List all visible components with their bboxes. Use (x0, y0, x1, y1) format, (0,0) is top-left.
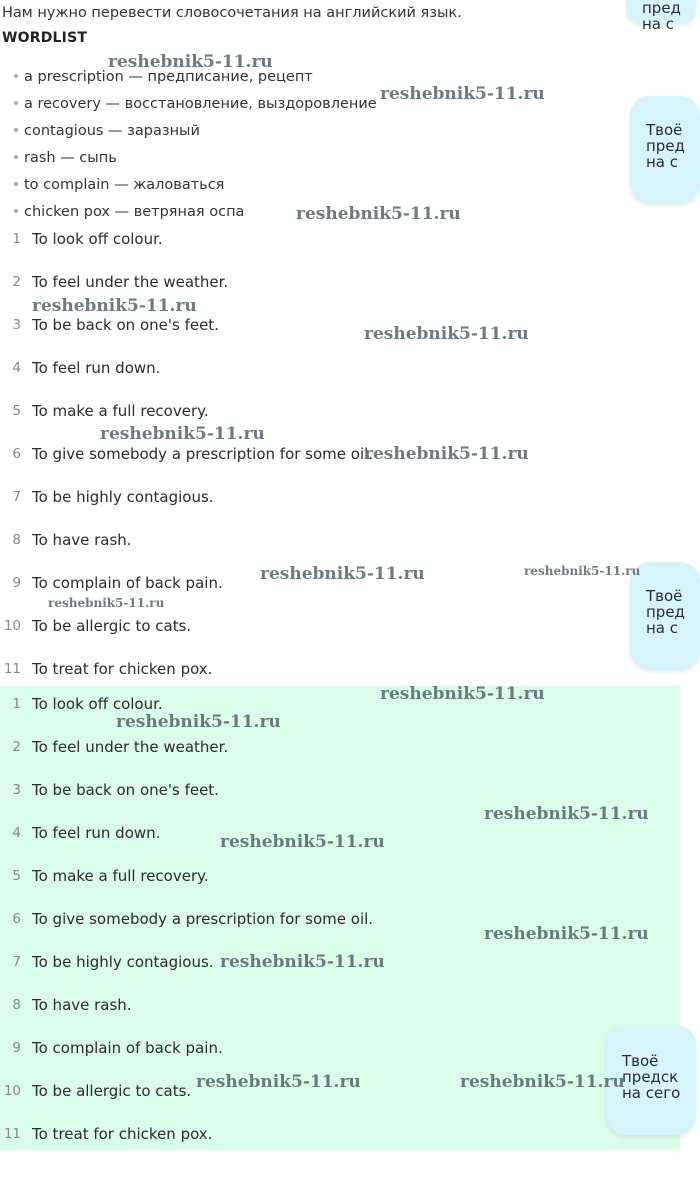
watermark: reshebnik5-11.ru (108, 52, 273, 72)
watermark: reshebnik5-11.ru (100, 424, 265, 444)
answer-item: 9 To complain of back pain. (12, 1039, 223, 1057)
promo-bubble-top[interactable]: пред на с (626, 0, 696, 24)
watermark: reshebnik5-11.ru (380, 684, 545, 704)
wordlist-item: to complain — жаловаться (14, 175, 377, 202)
watermark: reshebnik5-11.ru (364, 324, 529, 344)
answer-item: 10 To be allergic to cats. (3, 1082, 192, 1100)
exercise-item: 7 To be highly contagious. (12, 488, 214, 506)
watermark: reshebnik5-11.ru (116, 712, 281, 732)
answer-item: 4 To feel run down. (12, 824, 161, 842)
exercise-item: 3 To be back on one's feet. (12, 316, 219, 334)
bullet-icon (14, 209, 18, 213)
answer-item: 8 To have rash. (12, 996, 132, 1014)
promo-bubble[interactable]: Твоё предск на сего (606, 1025, 696, 1135)
watermark: reshebnik5-11.ru (460, 1072, 625, 1092)
bullet-icon (14, 101, 18, 105)
promo-bubble[interactable]: Твоё пред на с (630, 562, 700, 670)
watermark: reshebnik5-11.ru (220, 952, 385, 972)
watermark: reshebnik5-11.ru (296, 204, 461, 224)
watermark: reshebnik5-11.ru (32, 296, 197, 316)
wordlist-item: a prescription — предписание, рецепт (14, 67, 377, 94)
wordlist-item: rash — сыпь (14, 148, 377, 175)
promo-bubble[interactable]: Твоё пред на с (630, 96, 700, 204)
watermark: reshebnik5-11.ru (220, 832, 385, 852)
bullet-icon (14, 74, 18, 78)
task-description: Нам нужно перевести словосочетания на английский язык. (2, 5, 462, 21)
watermark: reshebnik5-11.ru (524, 564, 641, 578)
wordlist-item: contagious — заразный (14, 121, 377, 148)
answer-item: 6 To give somebody a prescription for some oil. (12, 910, 374, 928)
watermark: reshebnik5-11.ru (260, 564, 425, 584)
wordlist-title: WORDLIST (2, 30, 88, 46)
watermark: reshebnik5-11.ru (364, 444, 529, 464)
bullet-icon (14, 155, 18, 159)
answer-item: 11 To treat for chicken pox. (3, 1125, 213, 1143)
wordlist-item: a recovery — восстановление, выздоровление (14, 94, 377, 121)
bullet-icon (14, 182, 18, 186)
answer-item: 3 To be back on one's feet. (12, 781, 219, 799)
exercise-item: 4 To feel run down. (12, 359, 161, 377)
exercise-item: 5 To make a full recovery. (12, 402, 209, 420)
watermark: reshebnik5-11.ru (484, 924, 649, 944)
watermark: reshebnik5-11.ru (48, 596, 165, 610)
wordlist-item: chicken pox — ветряная оспа (14, 202, 377, 229)
exercise-item: 10 To be allergic to cats. (3, 617, 192, 635)
answer-item: 1 To look off colour. (12, 695, 163, 713)
answer-item: 2 To feel under the weather. (12, 738, 229, 756)
bullet-icon (14, 128, 18, 132)
watermark: reshebnik5-11.ru (196, 1072, 361, 1092)
watermark: reshebnik5-11.ru (380, 84, 545, 104)
watermark: reshebnik5-11.ru (484, 804, 649, 824)
answer-item: 7 To be highly contagious. (12, 953, 214, 971)
exercise-item: 9 To complain of back pain. (12, 574, 223, 592)
exercise-item: 6 To give somebody a prescription for some oil. (12, 445, 374, 463)
exercise-item: 1 To look off colour. (12, 230, 163, 248)
answer-item: 5 To make a full recovery. (12, 867, 209, 885)
exercise-item: 8 To have rash. (12, 531, 132, 549)
exercise-item: 11 To treat for chicken pox. (3, 660, 213, 678)
exercise-item: 2 To feel under the weather. (12, 273, 229, 291)
